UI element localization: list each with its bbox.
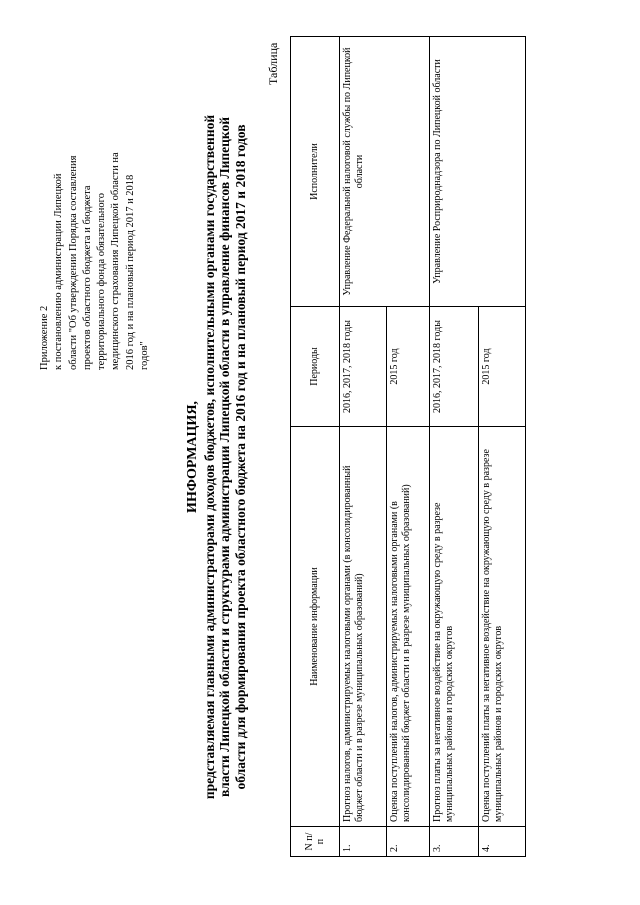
row-period: 2016, 2017, 2018 годы (430, 307, 479, 427)
document-title (185, 47, 248, 867)
row-num: 1. (340, 827, 387, 857)
row-period: 2015 год (479, 307, 526, 427)
row-name: Прогноз платы за негативное воздействие на окружающую среду в разрезе муниципальных районов и городских округов (430, 427, 479, 827)
appendix-line: проектов областного бюджета и бюджета (81, 185, 93, 370)
table-row (340, 37, 387, 857)
row-period: 2016, 2017, 2018 годы (340, 307, 387, 427)
row-num: 2. (387, 827, 430, 857)
row-executor: Управление Росприроднадзора по Липецкой области (430, 37, 526, 307)
row-name: Прогноз налогов, администрируемых налоговыми органами (в консолидированный бюджет области и в разрезе муниципальных образований) (340, 427, 387, 827)
table-label: Таблица (266, 42, 280, 85)
row-name: Оценка поступлений налогов, администрируемых налоговыми органами (в консолидированный бюджет области и в разрезе муниципальных образований) (387, 427, 430, 827)
table-header-row (291, 37, 340, 857)
header-name: Наименование информации (291, 427, 340, 827)
header-executor: Исполнители (291, 37, 340, 307)
appendix-line: территориального фонда обязательного (96, 193, 108, 370)
table-row (430, 37, 479, 857)
appendix-note (38, 70, 152, 370)
header-period: Периоды (291, 307, 340, 427)
title-line: власти Липецкой области и структурами администрации Липецкой области в управление финансов Липецкой (217, 116, 233, 798)
appendix-line: к постановлению администрации Липецкой (53, 173, 65, 370)
appendix-line: Приложение 2 (39, 305, 50, 370)
title-main: ИНФОРМАЦИЯ, (185, 401, 200, 513)
title-line: представляемая главными администраторами доходов бюджетов, исполнительными органами государственной (201, 114, 217, 800)
row-num: 4. (479, 827, 526, 857)
title-line: области для формирования проекта областного бюджета на 2016 год и на плановый период 2017 и 2018 годов (232, 124, 248, 790)
row-executor: Управление Федеральной налоговой службы по Липецкой области (340, 37, 430, 307)
row-num: 3. (430, 827, 479, 857)
information-table (290, 36, 526, 857)
appendix-line: области "Об утверждении Порядка составления (67, 155, 79, 370)
header-num: N п/п (291, 827, 340, 857)
row-period: 2015 год (387, 307, 430, 427)
row-name: Оценка поступлений платы за негативное воздействие на окружающую среду в разрезе муниципальных районов и городских округов (479, 427, 526, 827)
appendix-line: годов" (139, 341, 151, 370)
appendix-line: медицинского страхования Липецкой области на (110, 152, 122, 370)
appendix-line: 2016 год и на плановый период 2017 и 2018 (124, 174, 136, 370)
